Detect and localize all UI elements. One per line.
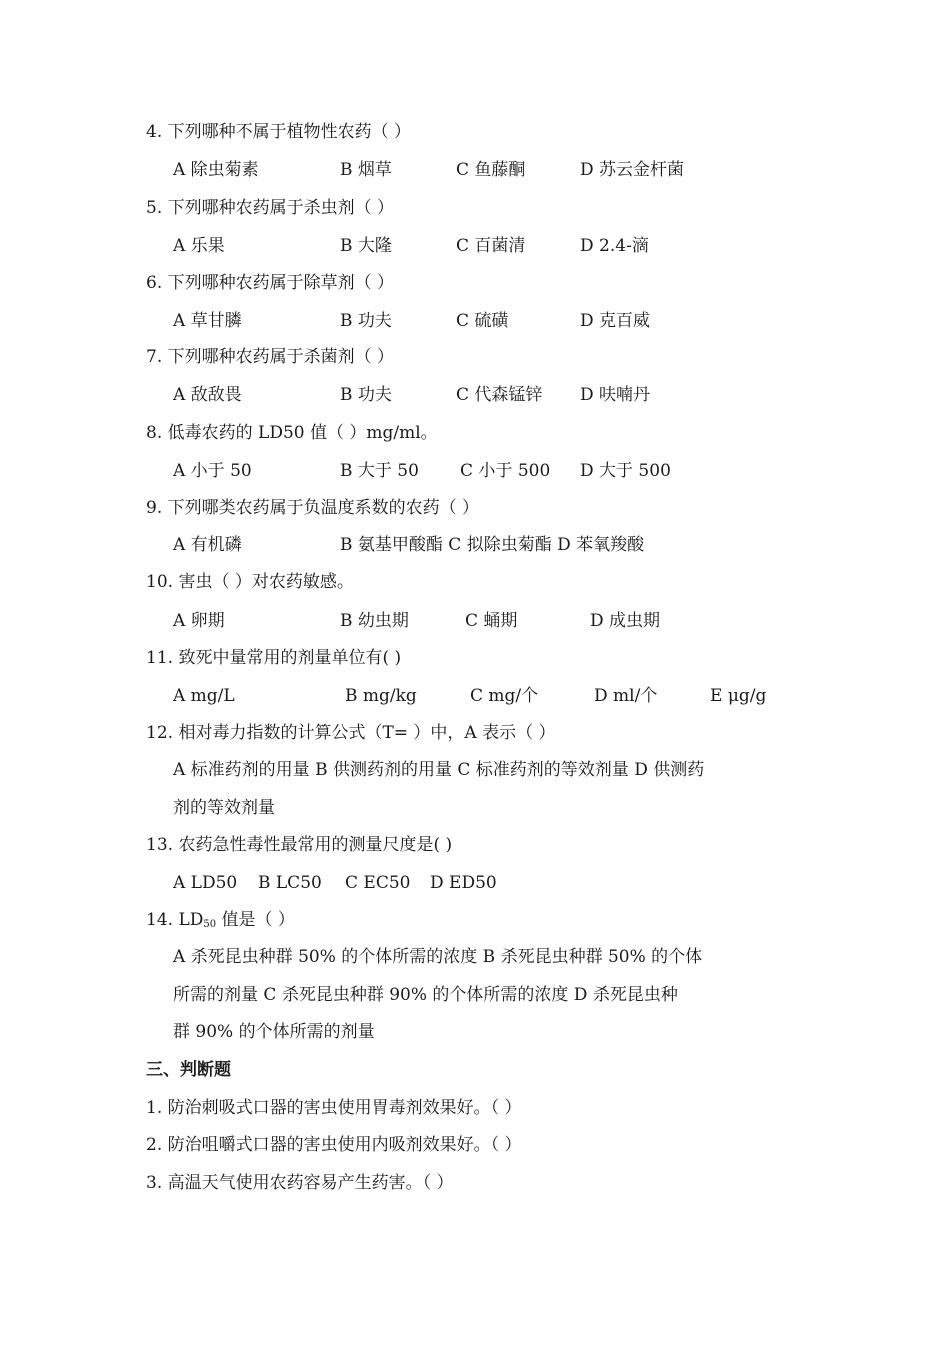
question-11: 11. 致死中量常用的剂量单位有( ) [146,648,402,668]
option-c: C 小于 500 [460,461,551,481]
question-14-options-line-1: A 杀死昆虫种群 50% 的个体所需的浓度 B 杀死昆虫种群 50% 的个体 [173,947,703,967]
question-14-options-line-2: 所需的剂量 C 杀死昆虫种群 90% 的个体所需的浓度 D 杀死昆虫种 [173,985,678,1005]
question-7: 7. 下列哪种农药属于杀菌剂（ ） [146,347,395,367]
option-a: A LD50 [173,873,238,893]
option-c: C 代森锰锌 [456,385,543,405]
option-c: C 蛹期 [465,611,518,631]
option-d: D 2.4-滴 [580,236,649,256]
question-14-options-line-3: 群 90% 的个体所需的剂量 [173,1022,375,1042]
option-c: C 鱼藤酮 [456,160,526,180]
option-e: E μg/g [710,686,767,706]
option-a: A 除虫菊素 [173,160,259,180]
question-10: 10. 害虫（ ）对农药敏感。 [146,572,354,592]
section-heading-true-false: 三、判断题 [146,1060,231,1080]
option-c: C EC50 [345,873,411,893]
option-b: B 功夫 [340,311,392,331]
option-b: B 功夫 [340,385,392,405]
option-a: A 敌敌畏 [173,385,242,405]
option-b: B 幼虫期 [340,611,409,631]
question-5: 5. 下列哪种农药属于杀虫剂（ ） [146,198,395,218]
question-8: 8. 低毒农药的 LD50 值（ ）mg/ml。 [146,423,438,443]
option-a: A 乐果 [173,236,225,256]
true-false-item-1: 1. 防治刺吸式口器的害虫使用胃毒剂效果好。（ ） [146,1098,522,1118]
question-9: 9. 下列哪类农药属于负温度系数的农药（ ） [146,498,480,518]
option-c: C 硫磺 [456,311,509,331]
option-a: A 卵期 [173,611,225,631]
option-d: D ml/个 [594,686,658,706]
option-d: D 大于 500 [580,461,671,481]
option-d: D 呋喃丹 [580,385,651,405]
true-false-item-2: 2. 防治咀嚼式口器的害虫使用内吸剂效果好。（ ） [146,1135,522,1155]
option-d: D ED50 [430,873,497,893]
option-b: B 大隆 [340,236,392,256]
option-a: A 有机磷 [173,535,242,555]
subscript-50: 50 [203,919,217,930]
option-d: D 成虫期 [590,611,661,631]
option-c: C 百菌清 [456,236,526,256]
option-b: B mg/kg [345,686,417,706]
question-12: 12. 相对毒力指数的计算公式（T= ）中，A 表示（ ） [146,723,556,743]
option-a: A 小于 50 [173,461,252,481]
option-a: A 草甘膦 [173,311,242,331]
question-12-options-line-2: 剂的等效剂量 [173,798,275,818]
option-d: D 苏云金杆菌 [580,160,685,180]
option-b: B LC50 [258,873,322,893]
option-bcd: B 氨基甲酸酯 C 拟除虫菊酯 D 苯氧羧酸 [340,535,645,555]
question-14-text-post: 值是（ ） [216,910,295,930]
question-13: 13. 农药急性毒性最常用的测量尺度是( ) [146,835,453,855]
question-6: 6. 下列哪种农药属于除草剂（ ） [146,273,395,293]
question-14 [146,908,295,937]
option-b: B 烟草 [340,160,392,180]
true-false-item-3: 3. 高温天气使用农药容易产生药害。（ ） [146,1173,454,1193]
option-b: B 大于 50 [340,461,419,481]
question-12-options-line-1: A 标准药剂的用量 B 供测药剂的用量 C 标准药剂的等效剂量 D 供测药 [173,760,705,780]
option-a: A mg/L [173,686,235,706]
option-c: C mg/个 [470,686,539,706]
option-d: D 克百威 [580,311,651,331]
question-14-text-pre: 14. LD [146,910,204,930]
question-4: 4. 下列哪种不属于植物性农药（ ） [146,122,412,142]
